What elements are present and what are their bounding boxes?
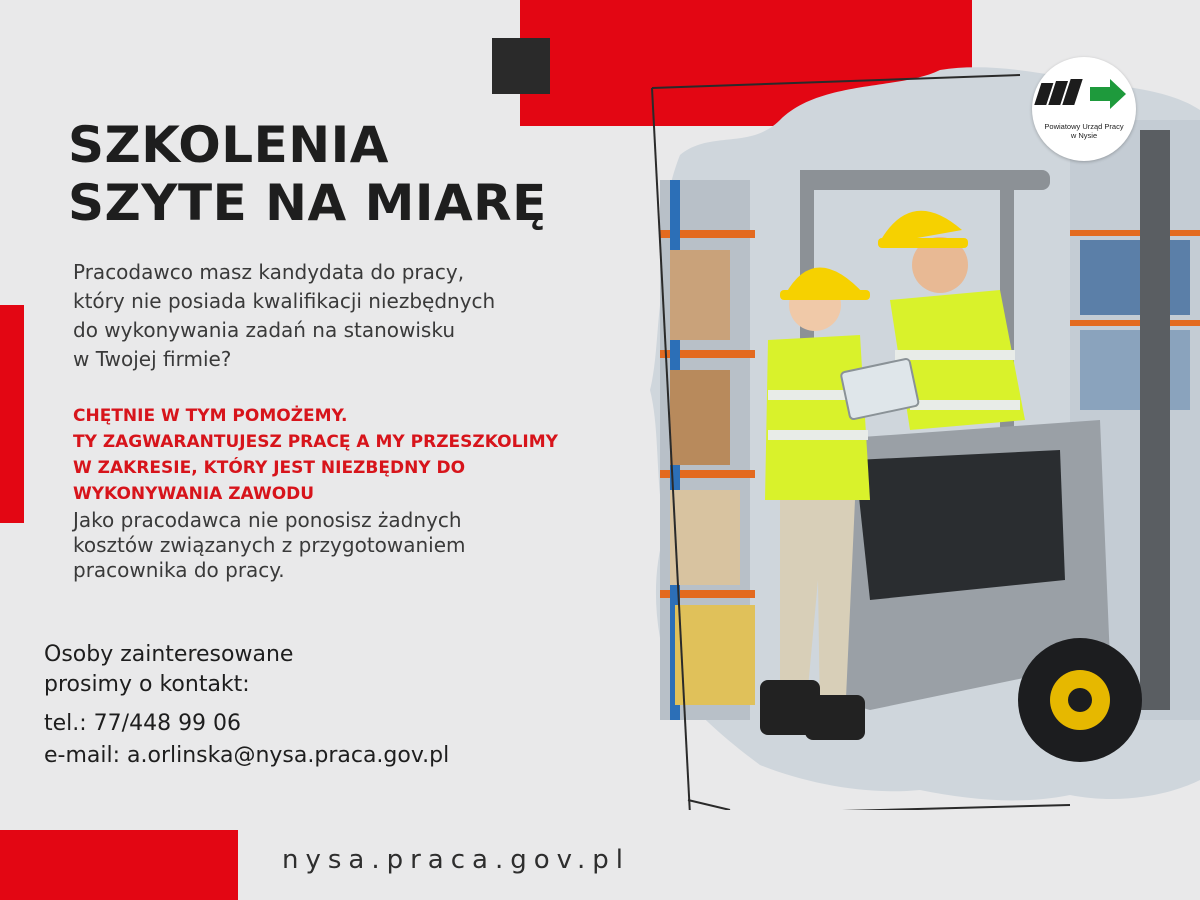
headline-line2: SZYTE NA MIARĘ: [68, 174, 547, 232]
costs-paragraph: [73, 508, 613, 583]
highlight-line: W ZAKRESIE, KTÓRY JEST NIEZBĘDNY DO: [73, 458, 466, 478]
intro-line: do wykonywania zadań na stanowisku: [73, 318, 455, 342]
intro-line: który nie posiada kwalifikacji niezbędnych: [73, 289, 496, 313]
forklift-workers-photo: [640, 60, 1200, 810]
contact-heading-line1: Osoby zainteresowane: [44, 642, 294, 667]
website-link[interactable]: nysa.praca.gov.pl: [282, 845, 630, 875]
contact-phone[interactable]: tel.: 77/448 99 06: [44, 711, 242, 736]
contact-email[interactable]: e-mail: a.orlinska@nysa.praca.gov.pl: [44, 743, 450, 768]
highlight-line: CHĘTNIE W TYM POMOŻEMY.: [73, 406, 348, 426]
logo-text-line2: w Nysie: [1070, 131, 1098, 140]
red-accent-bar-left: [0, 305, 24, 523]
logo-badge: [1032, 57, 1136, 161]
headline-line1: SZKOLENIA: [68, 116, 389, 174]
highlight-paragraph: [73, 403, 673, 507]
left-shelving: [660, 180, 755, 720]
logo-text: [1038, 122, 1130, 140]
intro-line: Pracodawco masz kandydata do pracy,: [73, 260, 465, 284]
contact-heading: [44, 640, 464, 700]
page-title: [68, 116, 628, 232]
highlight-line: TY ZAGWARANTUJESZ PRACĘ A MY PRZESZKOLIMY: [73, 432, 558, 452]
contact-heading-line2: prosimy o kontakt:: [44, 672, 250, 697]
costs-line: pracownika do pracy.: [73, 558, 285, 582]
intro-paragraph: [73, 258, 613, 374]
costs-line: Jako pracodawca nie ponosisz żadnych: [73, 508, 462, 532]
logo-mark-icon: [1032, 57, 1136, 127]
dark-accent-square: [492, 38, 550, 94]
intro-line: w Twojej firmie?: [73, 347, 232, 371]
costs-line: kosztów związanych z przygotowaniem: [73, 533, 466, 557]
red-accent-block-bottom: [0, 830, 238, 900]
logo-text-line1: Powiatowy Urząd Pracy: [1044, 122, 1124, 131]
arrow-right-icon: [1090, 79, 1126, 109]
highlight-line: WYKONYWANIA ZAWODU: [73, 484, 315, 504]
